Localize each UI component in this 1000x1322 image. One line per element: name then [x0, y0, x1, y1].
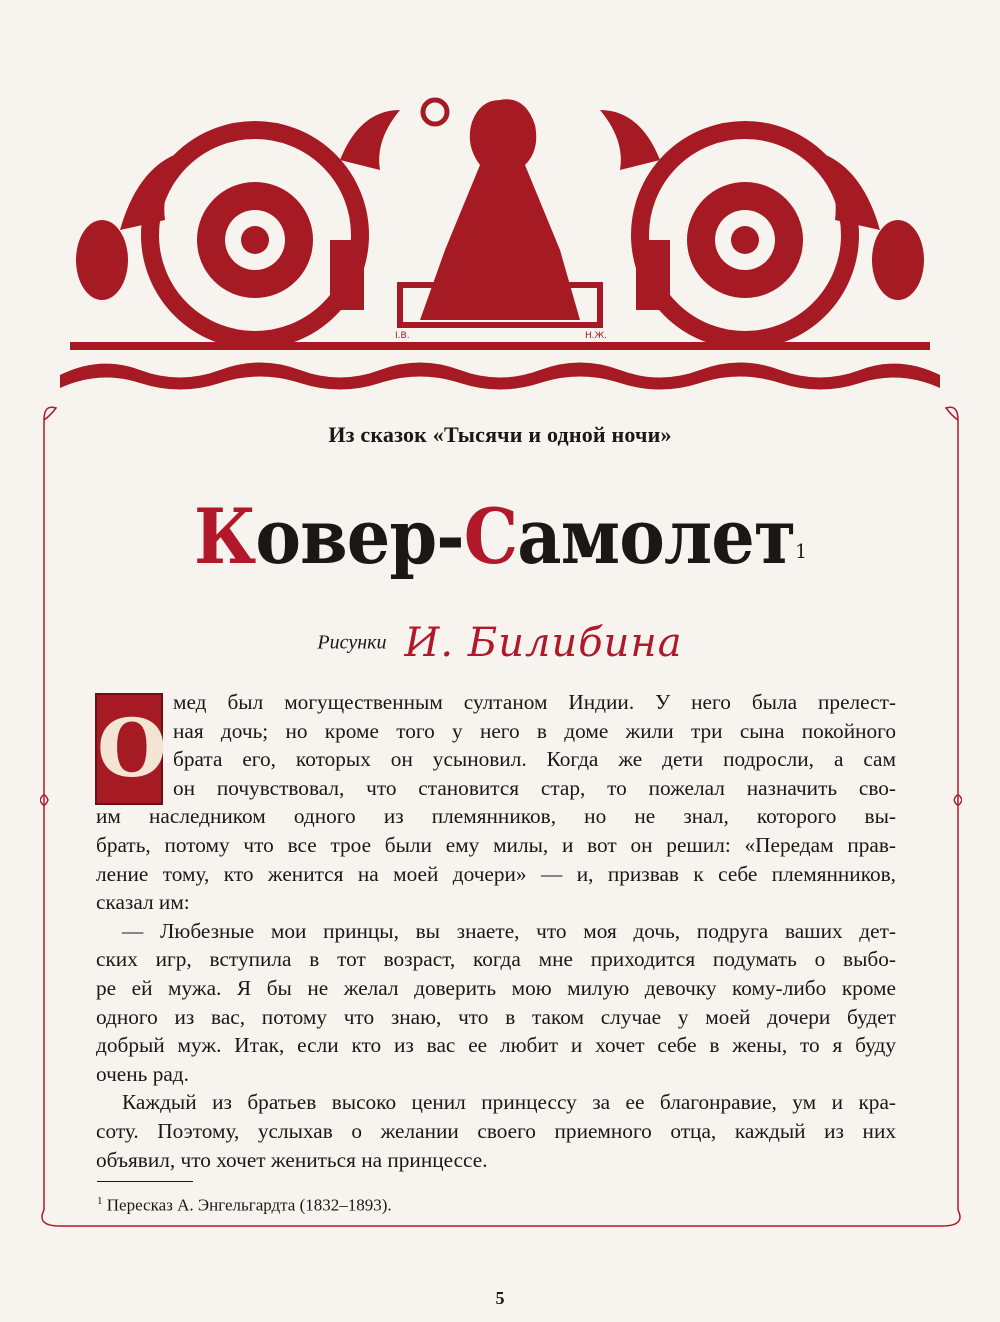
text-line: Каждый из братьев высоко ценил принцессу за ее благонравие, ум и кра- [122, 1090, 896, 1115]
title-part-1: овер- [255, 492, 464, 581]
text-line: брата его, которых он усыновил. Когда же дети подросли, а сам [173, 747, 896, 772]
footnote [97, 1195, 392, 1216]
illustrator-name: И. Билибина [404, 620, 683, 666]
text-line: соту. Поэтому, услыхав о желании своего приемного отца, каждый из них [96, 1118, 896, 1143]
dropcap-letter: О [97, 701, 167, 795]
text-line: брать, потому что все трое были ему милы, и вот он решил: «Передам прав- [96, 832, 896, 857]
story-collection-subtitle: Из сказок «Тысячи и одной ночи» [328, 422, 672, 447]
text-line: ре ей мужа. Я бы не желал доверить мою милую девочку кому-либо кроме [96, 975, 896, 1000]
story-body [96, 688, 896, 1174]
text-line: — Любезные мои принцы, вы знаете, что моя дочь, подруга ваших дет- [122, 918, 896, 943]
text-line: он почувствовал, что становится стар, то пожелал назначить сво- [173, 775, 896, 800]
text-line: ление тому, кто женится на моей дочери» — и, призвав к себе племянников, [96, 861, 896, 886]
text-line: одного из вас, потому что знаю, что в таком случае у моей дочери будет [96, 1004, 896, 1029]
text-line: сказал им: [96, 890, 190, 915]
text-line: объявил, что хочет жениться на принцессе. [96, 1147, 488, 1172]
title-initial-red-1: К [194, 492, 256, 581]
text-line: ских игр, вступила в тот возраст, когда мне приходится подумать о выбо- [96, 947, 896, 972]
illustrator-signature-left: I.B. [395, 331, 410, 341]
footnote-text: Пересказ А. Энгельгардта (1832–1893). [102, 1195, 392, 1215]
story-title [50, 492, 950, 582]
text-line: мед был могущественным султаном Индии. У него была прелест- [173, 690, 896, 714]
title-initial-red-2: С [463, 492, 518, 581]
credit-label: Рисунки [317, 631, 387, 654]
ornamental-header-illustration [40, 70, 960, 400]
footnote-divider [97, 1181, 193, 1182]
text-line: очень рад. [96, 1061, 189, 1086]
text-line: им наследником одного из племянников, но не знал, которого вы- [96, 804, 896, 829]
title-part-2: амолет [517, 492, 796, 581]
illustrator-credit [0, 620, 1000, 666]
engraver-signature-right: H.Ж. [585, 331, 608, 341]
text-line: ная дочь; но кроме того у него в доме жили три сына покойного [173, 718, 896, 743]
text-line: добрый муж. Итак, если кто из вас ее любит и хочет себе в жены, то я буду [96, 1033, 896, 1058]
page-number: 5 [495, 1288, 505, 1308]
title-footnote-mark: 1 [795, 539, 806, 563]
footnote-mark: 1 [97, 1195, 103, 1207]
